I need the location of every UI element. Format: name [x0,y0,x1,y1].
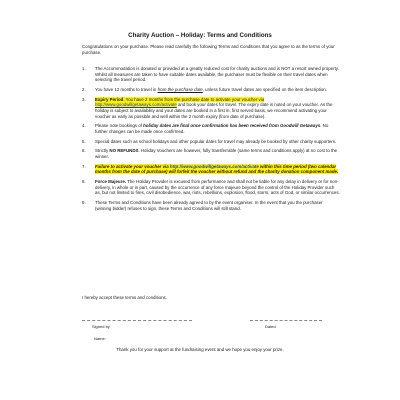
activate-link-2[interactable]: http://www.goodwillgetaways.com/activate [169,163,259,169]
term-item-4: 4. Please note bookings of holiday dates are final once confirmation has been received from Goodwill Getaways. No further changes can be made once confirmed. [82,123,329,134]
term-item-3: 3. Expiry Period. You have 2 months from the purchase date to activate your voucher via http://www.goodwillgetaways.com/activate and book your dates for travel. The expiry date is noted on your voucher. As the holiday is subject to availability and your dates are booked in a first in, first served basis, we recommend activating your voucher as early as possible and well within the 2 month expiry (from date of purchase). [82,96,333,119]
term-item-2: 2. You have 12 months to travel in from the purchase date, unless future travel dates are specified on the item description. [82,86,327,92]
signature-line[interactable] [82,320,192,321]
thank-you-note: Thank you for your support at the fundraising event and we hope you enjoy your prize. [116,347,284,352]
intro-paragraph: Congratulations on your purchase. Please read carefully the following Terms and Conditions that you agree to as the terms of your purchase. [82,44,335,56]
term-item-5: 5. Special dates such as school holidays and other popular dates for travel may already be booked by other charity supporters. [82,138,337,144]
activate-link[interactable]: http://www.goodwillgetaways.com/activate [95,102,177,108]
signed-by-label: Signed by [92,324,110,329]
term-item-6: 6. Strictly NO REFUNDS. Holiday Vouchers are however, fully transferrable (same terms and conditions apply) at no cost to the winner. [82,148,338,160]
term-item-8: 8. Force Majeure. The Holiday Provider is excused from performance and shall not be liable for any delay in delivery or for non-delivery, in whole or in part, caused by the occurrence of any force majeure beyond the control of the Holiday Provider such as, but not limited to fires, civil disobedience, war, riots, rebellions, explosion, flood, storm, acts of God, or similar occurrences. [82,179,340,196]
date-line[interactable] [250,320,322,321]
term-item-1: 1. The Accommodation is donated or provided at a greatly reduced cost for charity auctions and is NOT a resort owned property. Whilst all measures are taken to have suitable dates available, the purchaser must be flexible on their travel dates when selecting the travel period. [82,66,339,83]
acceptance-statement: I hereby accept these terms and conditions. [82,295,167,300]
dated-label: Dated [265,324,276,329]
document-title: Charity Auction – Holiday: Terms and Conditions [128,32,272,39]
terms-list [82,66,340,216]
name-label: Name: [94,336,106,341]
term-item-9: 9. These Terms and Conditions have been already agreed to by the event organiser. In the event that you the purchaser (winning bidder) refuses to sign, these Terms and Conditions will still stand. [82,200,323,211]
term-item-7: 7. Failure to activate your voucher via http://www.goodwillgetaways.com/activate within this time period (two calendar months from the date of purchase) will forfeit the voucher without refund and the charity donation component made. [82,163,339,175]
